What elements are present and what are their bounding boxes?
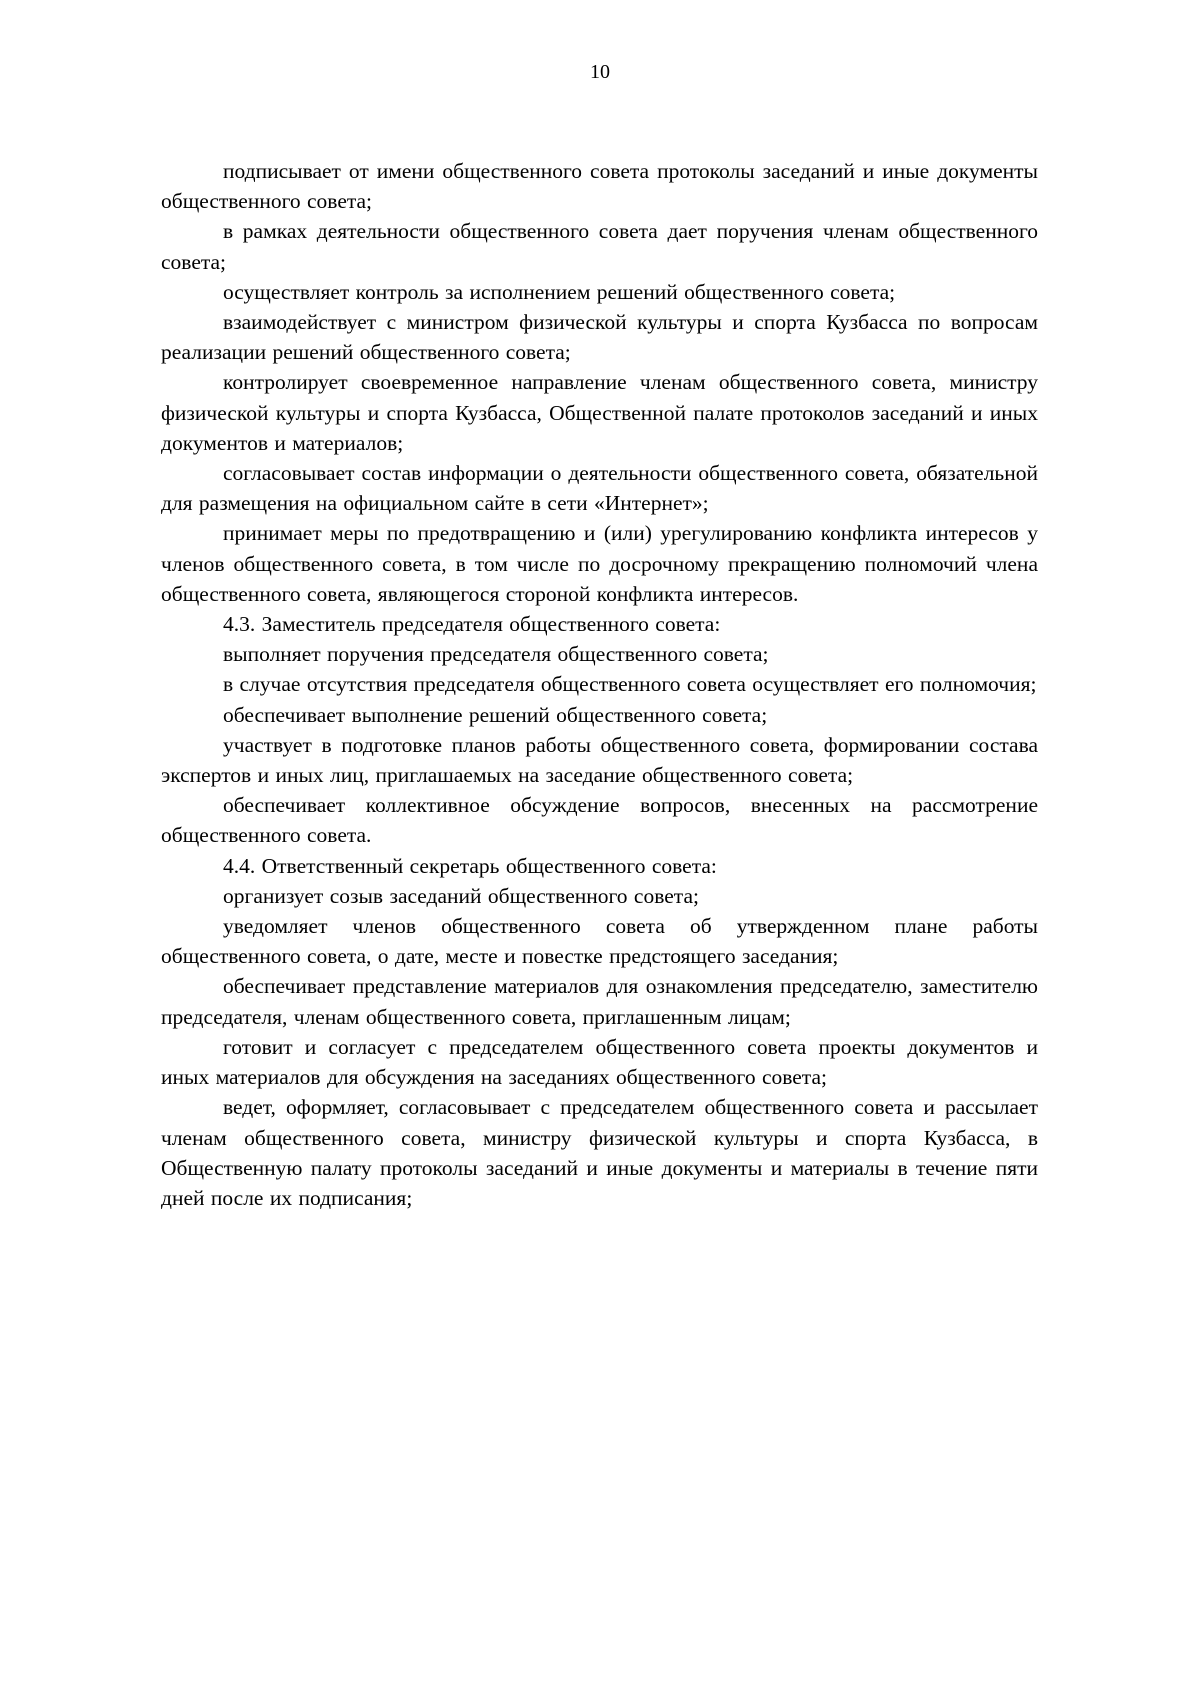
paragraph: в случае отсутствия председателя общественного совета осуществляет его полномочия; xyxy=(223,672,1037,697)
paragraph: ведет, оформляет, согласовывает с председателем общественного совета и рассылает членам общественного совета, министру физической культуры и спорта Кузбасса, в Общественную палату протоколы заседаний и иные документы и материалы в течение пяти дней после их подписания; xyxy=(161,1095,1038,1210)
paragraph: согласовывает состав информации о деятельности общественного совета, обязательной для размещения на официальном сайте в сети «Интернет»; xyxy=(161,461,1038,516)
document-content xyxy=(161,156,1038,1213)
paragraph: 4.4. Ответственный секретарь общественного совета: xyxy=(223,853,717,878)
paragraph: обеспечивает коллективное обсуждение вопросов, внесенных на рассмотрение общественного совета. xyxy=(161,793,1038,848)
paragraph: обеспечивает представление материалов для ознакомления председателю, заместителю председателя, членам общественного совета, приглашенным лицам; xyxy=(161,974,1038,1029)
paragraph: организует созыв заседаний общественного совета; xyxy=(223,883,699,908)
page-number: 10 xyxy=(590,61,610,83)
paragraph: готовит и согласует с председателем общественного совета проекты документов и иных материалов для обсуждения на заседаниях общественного совета; xyxy=(161,1034,1038,1090)
paragraph: осуществляет контроль за исполнением решений общественного совета; xyxy=(223,279,896,304)
paragraph: обеспечивает выполнение решений общественного совета; xyxy=(223,702,768,727)
paragraph: контролирует своевременное направление членам общественного совета, министру физической культуры и спорта Кузбасса, Общественной палате протоколов заседаний и иных документов и материалов; xyxy=(161,370,1038,455)
paragraph: уведомляет членов общественного совета об утвержденном плане работы общественного совета, о дате, месте и повестке предстоящего заседания; xyxy=(161,914,1038,969)
paragraph: выполняет поручения председателя общественного совета; xyxy=(223,642,769,667)
paragraph: 4.3. Заместитель председателя общественного совета: xyxy=(223,612,721,637)
paragraph: принимает меры по предотвращению и (или) урегулированию конфликта интересов у членов общественного совета, в том числе по досрочному прекращению полномочий члена общественного совета, являющегося стороной конфликта интересов. xyxy=(161,521,1038,606)
paragraph: в рамках деятельности общественного совета дает поручения членам общественного совета; xyxy=(161,219,1038,274)
paragraph: участвует в подготовке планов работы общественного совета, формировании состава экспертов и иных лиц, приглашаемых на заседание общественного совета; xyxy=(161,732,1038,788)
paragraph: подписывает от имени общественного совета протоколы заседаний и иные документы общественного совета; xyxy=(161,159,1038,214)
paragraph: взаимодействует с министром физической культуры и спорта Кузбасса по вопросам реализации решений общественного совета; xyxy=(161,310,1038,365)
